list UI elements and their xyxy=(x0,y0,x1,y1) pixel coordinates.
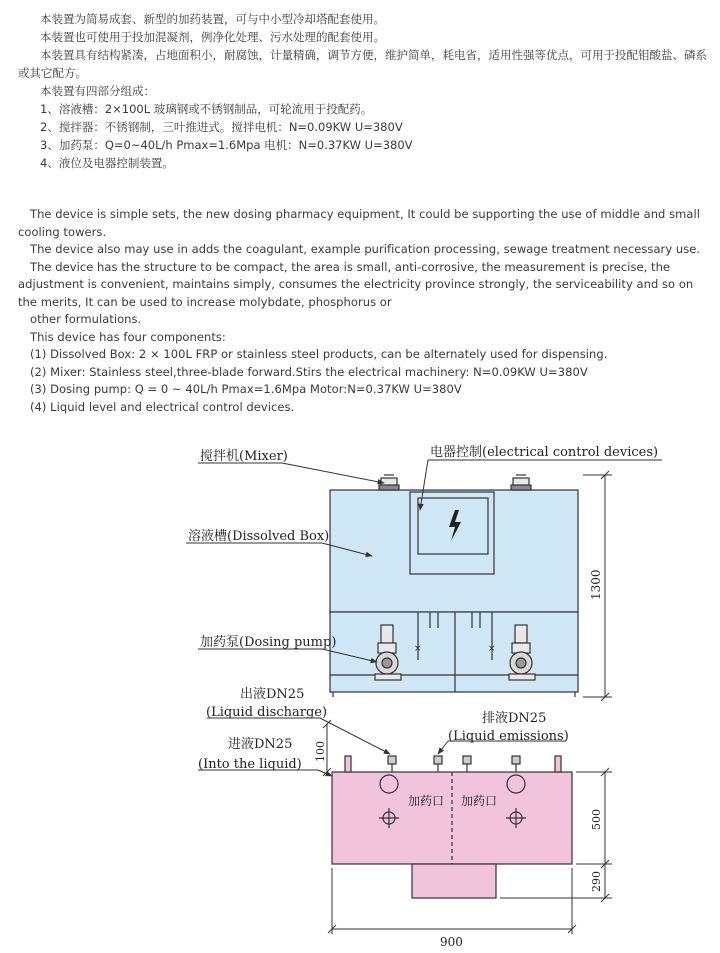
label-emissions-en: (Liquid emissions) xyxy=(448,729,569,744)
en-components-heading: This device has four components: xyxy=(30,329,226,344)
en-item: (2) Mixer: Stainless steel,three-blade forward.Stirs the electrical machinery: N=0.09KW U=380V xyxy=(30,364,588,379)
cn-components-heading: 本装置有四部分组成： xyxy=(40,84,155,98)
label-discharge-cn: 出液DN25 xyxy=(240,687,305,702)
discharge-valve xyxy=(388,756,396,772)
cn-item: 1、溶液槽：2×100L 玻璃钢或不锈钢制品，可轮流用于投配药。 xyxy=(40,102,373,116)
svg-text:×: × xyxy=(488,644,496,654)
emission-valve-1 xyxy=(434,756,442,772)
en-intro-3: The device has the structure to be compact, the area is small, anti-corrosive, the measurement is precise, the adjustment is convenient, maintains simply, consumes the electricity province strongly, the serviceability and so on the merits, It can be used to increase molybdate, phosphorus or xyxy=(18,259,694,309)
dimension-290: 290 xyxy=(590,871,603,892)
inlet-valve xyxy=(512,756,520,772)
label-inlet-cn: 进液DN25 xyxy=(228,737,293,752)
label-electrical-control: 电器控制(electrical control devices) xyxy=(430,445,659,460)
en-intro-3-cont: other formulations. xyxy=(30,312,142,326)
label-dosing-port-right: 加药口 xyxy=(461,794,498,808)
plan-view xyxy=(332,756,572,898)
cn-intro-2: 本装置也可使用于投加混凝剂，例净化处理、污水处理的配套使用。 xyxy=(40,30,385,44)
label-mixer: 搅拌机(Mixer) xyxy=(200,449,288,464)
en-item: (1) Dissolved Box: 2 × 100L FRP or stainless steel products, can be alternately used for dispensing. xyxy=(30,347,608,361)
cn-item: 4、液位及电器控制装置。 xyxy=(40,156,174,170)
cn-intro-3: 本装置具有结构紧凑，占地面积小，耐腐蚀，计量精确，调节方便，维护简单，耗电省，适用性强等优点，可用于投配钼酸盐、磷系或其它配方。 xyxy=(18,48,707,80)
en-item: (3) Dosing pump: Q = 0 ~ 40L/h Pmax=1.6Mpa Motor:N=0.37KW U=380V xyxy=(30,382,462,396)
pump-section xyxy=(330,612,578,692)
en-intro-1: The device is simple sets, the new dosing pharmacy equipment, It could be supporting the use of middle and small cooling towers. xyxy=(18,207,700,239)
front-view xyxy=(330,475,578,697)
dimension-900: 900 xyxy=(440,935,463,949)
dimension-100: 100 xyxy=(314,741,327,762)
en-intro-2: The device also may use in adds the coagulant, example purification processing, sewage treatment necessary use. xyxy=(30,242,701,256)
mixer-right xyxy=(511,475,531,490)
dimension-500: 500 xyxy=(590,809,603,830)
lower-box-base xyxy=(412,864,496,898)
en-item: (4) Liquid level and electrical control devices. xyxy=(30,399,295,414)
label-dosing-pump: 加药泵(Dosing pump) xyxy=(200,635,337,650)
cn-item: 3、加药泵：Q=0~40L/h Pmax=1.6Mpa 电机：N=0.37KW U=380V xyxy=(40,138,413,152)
label-discharge-en: (Liquid discharge) xyxy=(206,705,328,720)
label-dosing-port-left: 加药口 xyxy=(408,794,445,808)
label-dissolved-box: 溶液槽(Dissolved Box) xyxy=(188,529,330,544)
label-emissions-cn: 排液DN25 xyxy=(482,711,547,726)
svg-text:×: × xyxy=(414,644,422,654)
cn-item: 2、搅拌器：不锈钢制，三叶推进式。搅拌电机：N=0.09KW U=380V xyxy=(40,120,403,134)
cn-intro-1: 本装置为简易成套、新型的加药装置，可与中小型冷却塔配套使用。 xyxy=(40,12,385,26)
label-inlet-en: (Into the liquid) xyxy=(198,757,302,772)
emission-valve-2 xyxy=(463,756,471,772)
dimension-1300: 1300 xyxy=(589,569,603,600)
